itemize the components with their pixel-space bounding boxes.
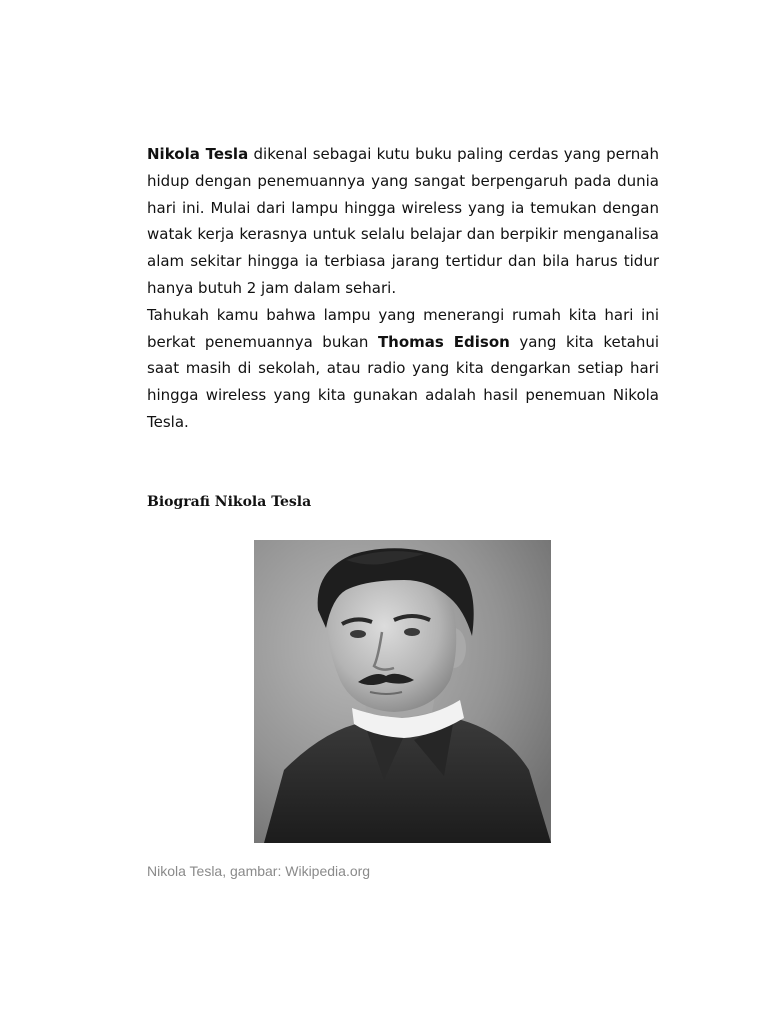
paragraph-intro xyxy=(147,141,659,302)
portrait-illustration xyxy=(254,540,551,843)
paragraph-edison-text-before: Tahukah kamu bahwa lampu yang menerangi rumah kita hari ini berkat penemuannya bukan xyxy=(147,305,659,351)
article-body xyxy=(147,141,659,436)
section-heading: Biografi Nikola Tesla xyxy=(147,494,312,510)
paragraph-edison xyxy=(147,302,659,436)
highlight-name-edison: Thomas Edison xyxy=(377,332,510,351)
portrait-photo xyxy=(254,540,551,843)
paragraph-edison-text-after: yang kita ketahui saat masih di sekolah, atau radio yang kita dengarkan setiap hari hingga wireless yang kita gunakan adalah hasil penemuan Nikola Tesla. xyxy=(147,332,660,431)
highlight-name-tesla: Nikola Tesla xyxy=(147,145,249,163)
photo-caption: Nikola Tesla, gambar: Wikipedia.org xyxy=(147,863,371,879)
paragraph-intro-text: dikenal sebagai kutu buku paling cerdas yang pernah hidup dengan penemuannya yang sangat berpengaruh pada dunia hari ini. Mulai dari lampu hingga wireless yang ia temukan dengan watak kerja kerasnya untuk selalu belajar dan berpikir menganalisa alam sekitar hingga ia terbiasa jarang tertidur dan bila harus tidur hanya butuh 2 jam dalam sehari. xyxy=(147,145,659,297)
